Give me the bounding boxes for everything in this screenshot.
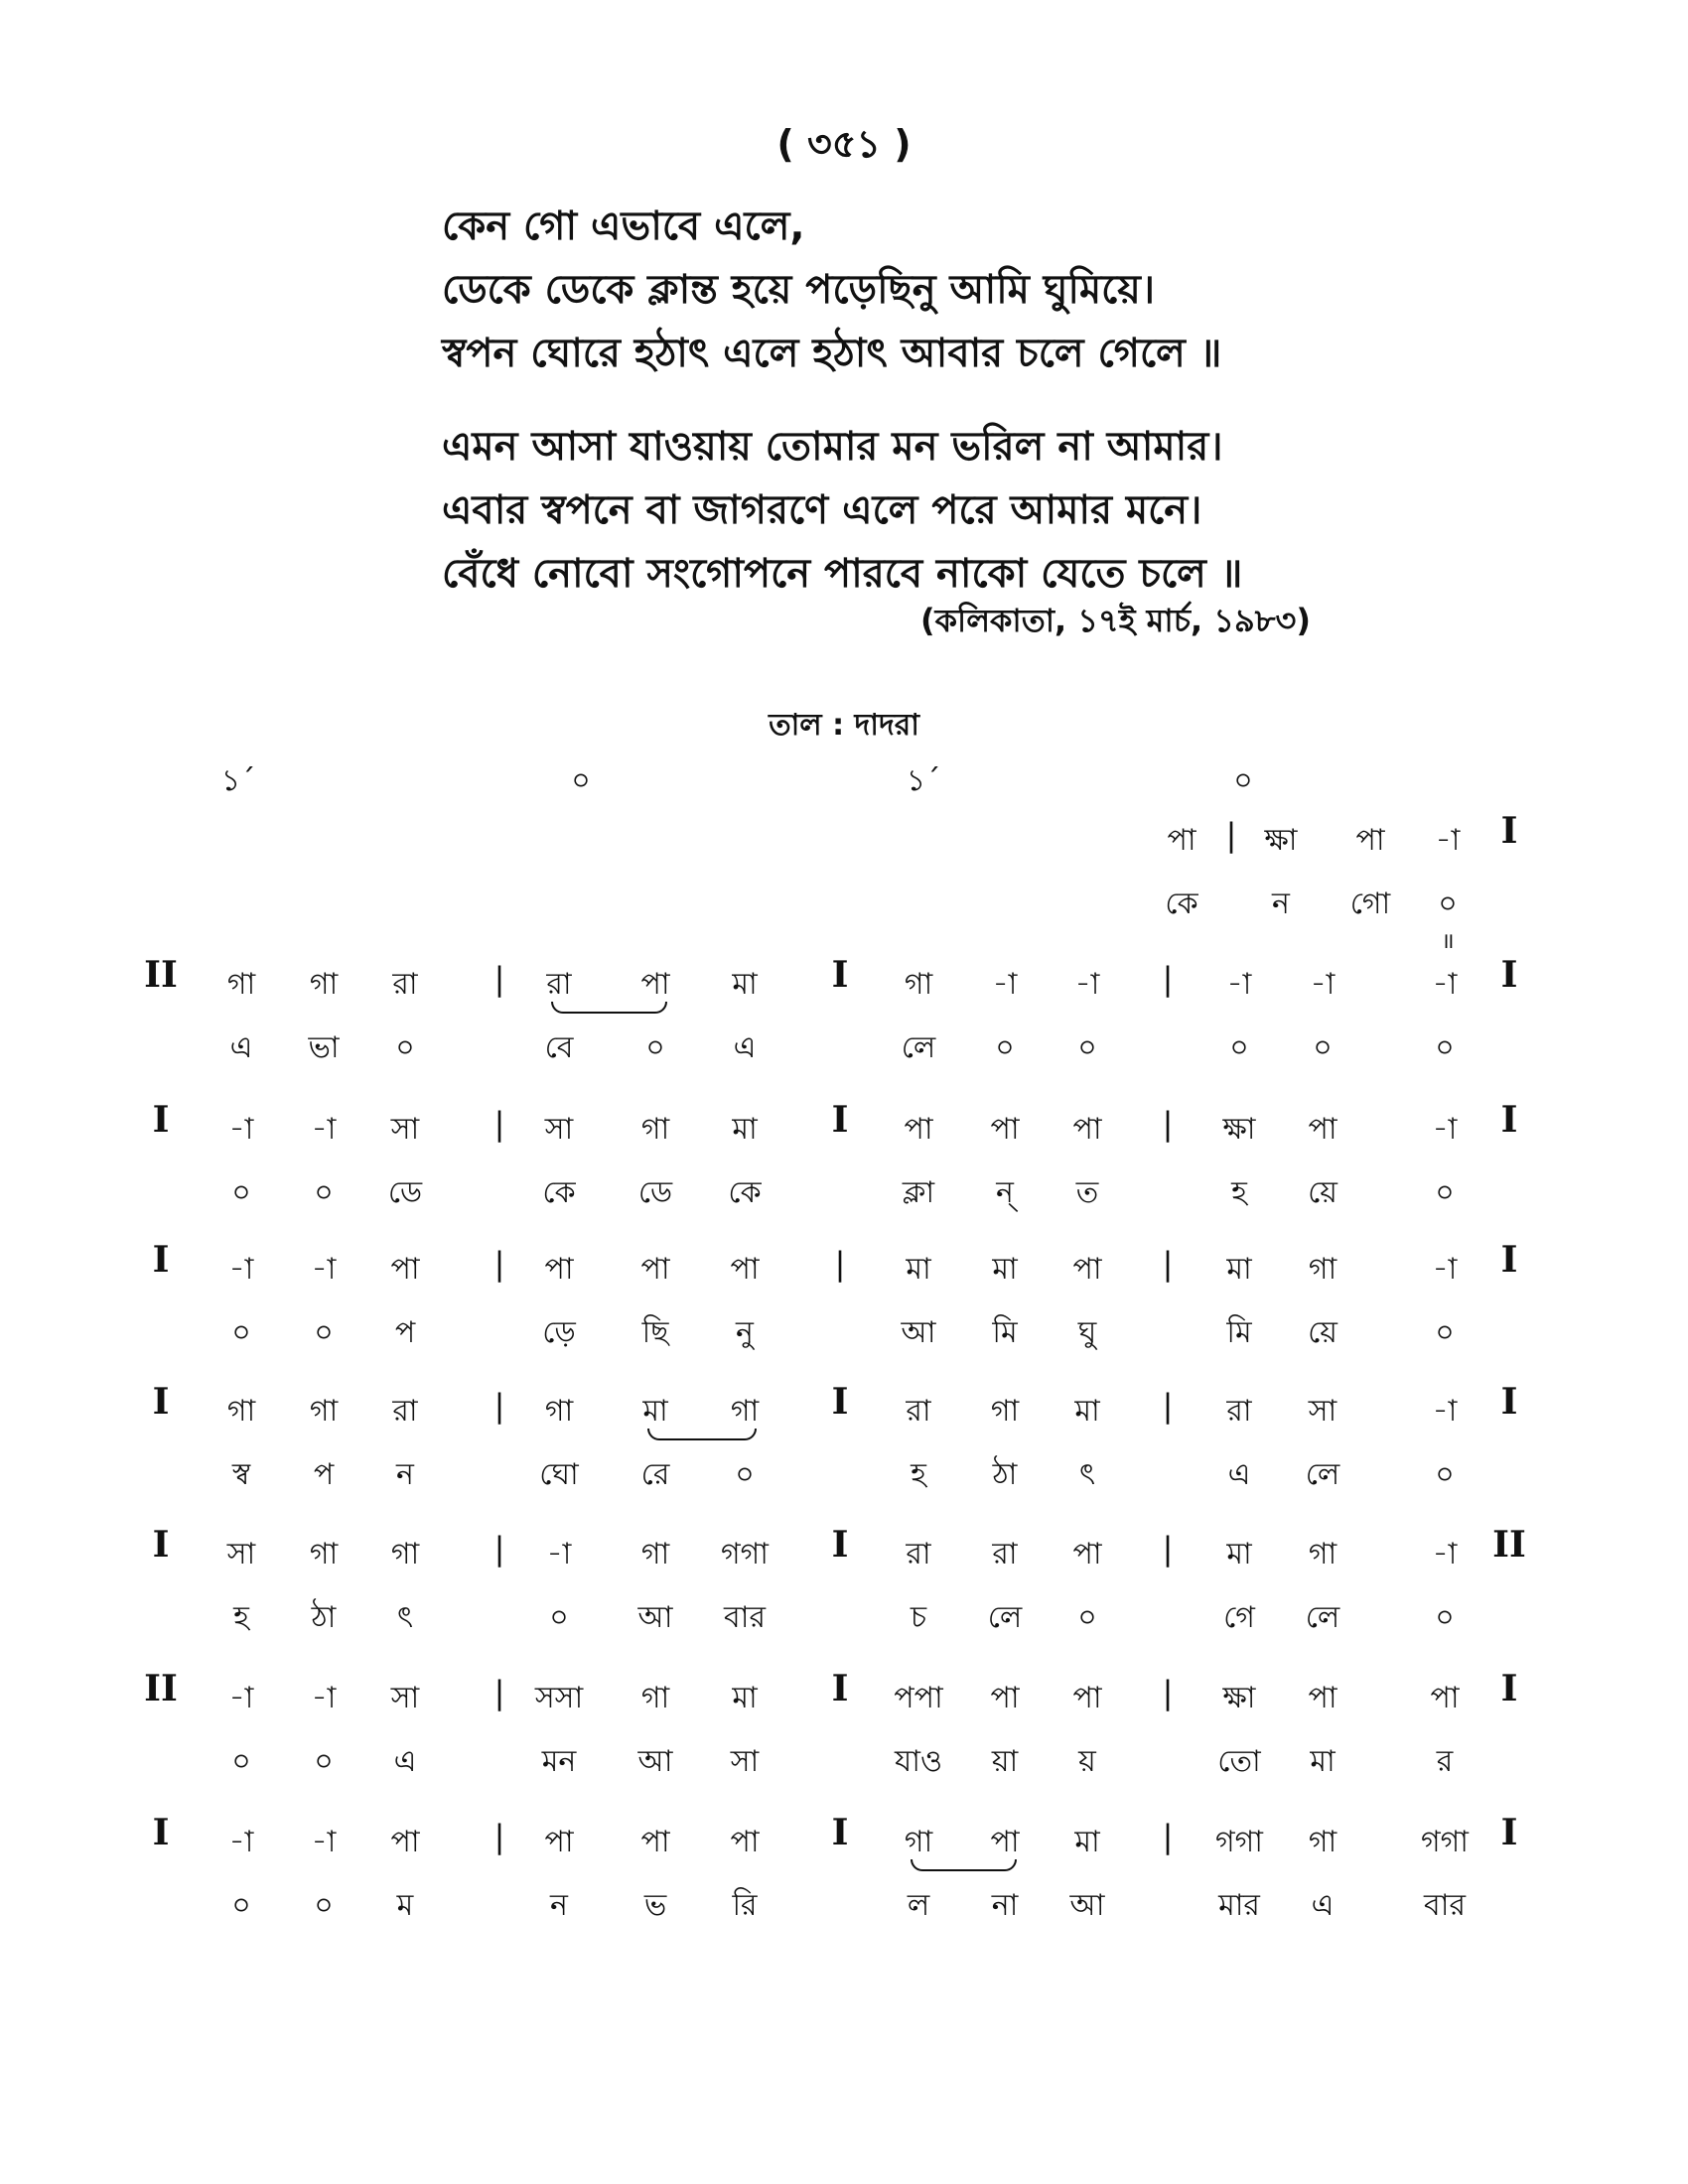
swara-note: গা (640, 1112, 670, 1147)
swara-note: রা (1226, 1394, 1252, 1429)
beat-divider: | (1162, 1245, 1174, 1283)
bani-syllable: চ (910, 1600, 927, 1635)
swara-note: সা (390, 1681, 420, 1715)
row-start-bar: I (152, 1524, 170, 1566)
swara-note: -া (992, 967, 1018, 1002)
bani-syllable: ০ (314, 1315, 334, 1350)
bani-syllable: ত (1075, 1175, 1099, 1210)
bani-syllable: ঘু (1077, 1315, 1097, 1350)
swara-note: পা (1308, 1681, 1337, 1715)
bani-syllable: মন (541, 1744, 577, 1779)
swara-note: সা (544, 1112, 574, 1147)
tala-title: তাল : দাদরা (769, 708, 919, 743)
swara-note: -া (546, 1537, 572, 1571)
beat-divider: | (493, 1530, 505, 1568)
beat-divider: | (493, 960, 505, 998)
swara-note: পা (640, 1252, 670, 1287)
swara-note: মা (1074, 1394, 1100, 1429)
beat-marker: ০ (1233, 763, 1253, 798)
lyric-line: কেন গো এভাবে এলে, (442, 204, 805, 249)
bani-syllable: ভ (643, 1888, 667, 1923)
row-end-bar: I (1500, 1099, 1518, 1141)
swara-note: -া (1432, 1537, 1458, 1571)
bani-syllable: ০ (1435, 1030, 1455, 1065)
swara-note: -া (1226, 967, 1252, 1002)
bar-line: I (1500, 810, 1518, 852)
bani-syllable: এ (393, 1744, 417, 1779)
bani-syllable: ডে (387, 1175, 423, 1210)
bani-syllable: ন্ (996, 1175, 1014, 1210)
bani-syllable: ন (1272, 887, 1290, 921)
swara-note: রা (992, 1537, 1018, 1571)
bar-line: I (831, 954, 849, 996)
bani-syllable: গো (1349, 887, 1391, 921)
swara-note: গা (390, 1537, 420, 1571)
beat-divider: | (493, 1105, 505, 1143)
bani-syllable: লে (1305, 1457, 1340, 1492)
bani-syllable: বার (724, 1600, 766, 1635)
notation-row (0, 1099, 1688, 1210)
notation-row (0, 1381, 1688, 1492)
swara-note: মা (1226, 1537, 1252, 1571)
swara-note: -া (1074, 967, 1100, 1002)
bani-syllable: ল (907, 1888, 930, 1923)
bani-syllable: ০ (735, 1457, 755, 1492)
bani-syllable: মি (992, 1315, 1018, 1350)
swara-note: মা (906, 1252, 931, 1287)
swara-note: গা (990, 1394, 1020, 1429)
beat-divider: | (1162, 960, 1174, 998)
bani-syllable: নু (736, 1315, 754, 1350)
swara-note: পা (1072, 1112, 1102, 1147)
swara-note: পা (990, 1681, 1020, 1715)
swara-note: -া (311, 1825, 337, 1859)
swara-note: গা (640, 1681, 670, 1715)
bani-syllable: ০ (314, 1175, 334, 1210)
bani-syllable: রে (640, 1457, 670, 1492)
swara-note: ক্ষা (1222, 1112, 1256, 1147)
swara-note: পা (544, 1252, 574, 1287)
bani-syllable: ভা (308, 1030, 340, 1065)
row-end-bar: I (1500, 1381, 1518, 1423)
lyrics (442, 195, 1633, 635)
beat-divider: | (1162, 1387, 1174, 1425)
row-end-bar: I (1500, 1239, 1518, 1281)
bani-syllable: ০ (1077, 1030, 1097, 1065)
bani-syllable: এ (733, 1030, 757, 1065)
bani-syllable: বে (544, 1030, 574, 1065)
beat-divider: | (493, 1818, 505, 1855)
swara-note: পা (990, 1112, 1020, 1147)
bar-line: I (831, 1524, 849, 1566)
swara-note: পা (730, 1252, 760, 1287)
swara-note: গা (309, 967, 339, 1002)
swara-note: গা (904, 1825, 933, 1859)
swara-note: রা (906, 1394, 931, 1429)
bani-syllable: কে (1165, 887, 1198, 921)
bani-syllable: হ (233, 1600, 249, 1635)
bani-syllable: ডে (637, 1175, 673, 1210)
bani-syllable: ০ (1435, 1600, 1455, 1635)
place-date: (কলিকাতা, ১৭ই মার্চ, ১৯৮৩) (920, 602, 1311, 639)
bani-syllable: এ (1227, 1457, 1251, 1492)
lyric-line: এমন আসা যাওয়ায় তোমার মন ভরিল না আমার। (442, 424, 1223, 470)
bani-syllable: রি (732, 1888, 758, 1923)
swara-note: ক্ষা (1222, 1681, 1256, 1715)
bani-syllable: ন (396, 1457, 414, 1492)
bani-syllable: না (991, 1888, 1019, 1923)
bani-syllable: মার (1218, 1888, 1260, 1923)
swara-note: পপা (894, 1681, 943, 1715)
beat-divider: | (1162, 1530, 1174, 1568)
swara-note: গগা (1420, 1825, 1470, 1859)
bani-syllable: ঠা (992, 1457, 1018, 1492)
swara-note: পা (1167, 823, 1196, 858)
bani-syllable: আ (637, 1600, 673, 1635)
bani-syllable: মি (1226, 1315, 1252, 1350)
bani-syllable: ন (550, 1888, 568, 1923)
bani-syllable: আ (1069, 1888, 1105, 1923)
swara-note: মা (992, 1252, 1018, 1287)
lyric-line: বেঁধে নোবো সংগোপনে পারবে নাকো যেতে চলে ॥ (442, 551, 1243, 597)
beat-divider: | (493, 1245, 505, 1283)
bani-syllable: ০ (231, 1175, 251, 1210)
bani-syllable: ০ (1435, 1457, 1455, 1492)
bani-syllable: আ (901, 1315, 936, 1350)
row-start-bar: II (144, 1668, 178, 1709)
bani-syllable: এ (1311, 1888, 1335, 1923)
row-start-bar: I (152, 1099, 170, 1141)
swara-note: পা (990, 1825, 1020, 1859)
lyrics-stanza-1 (442, 195, 1633, 385)
beat-marker: ১´ (906, 763, 941, 798)
swara-note: -া (311, 1681, 337, 1715)
slur-mark (911, 1859, 1017, 1871)
notation-row (0, 1668, 1688, 1779)
swara-note: গা (1308, 1252, 1337, 1287)
notation-row (0, 1239, 1688, 1350)
swara-note: গা (1308, 1825, 1337, 1859)
swara-note: পা (640, 967, 670, 1002)
bani-syllable: লে (901, 1030, 936, 1065)
swara-note: পা (1355, 823, 1385, 858)
bani-syllable: কে (542, 1175, 576, 1210)
swara-note: -া (311, 1252, 337, 1287)
beat-divider: | (1225, 816, 1237, 854)
row-start-bar: I (152, 1381, 170, 1423)
swara-note: মা (1074, 1825, 1100, 1859)
bani-syllable: প (394, 1315, 416, 1350)
lyric-line: ডেকে ডেকে ক্লান্ত হয়ে পড়েছিনু আমি ঘুমিয়ে। (442, 267, 1156, 313)
bani-syllable: ০ (314, 1888, 334, 1923)
bani-syllable: লে (987, 1600, 1023, 1635)
bani-syllable: ড়ে (542, 1315, 576, 1350)
bani-syllable: ০ (1438, 887, 1458, 921)
bani-syllable: তো (1217, 1744, 1261, 1779)
bani-syllable: ঘো (539, 1457, 579, 1492)
swara-note: পা (1072, 1537, 1102, 1571)
beat-marker: ০ (571, 763, 591, 798)
beat-divider: | (1162, 1818, 1174, 1855)
slur-mark (551, 1002, 667, 1014)
swara-note: পা (544, 1825, 574, 1859)
swara-note: ক্ষা (1264, 823, 1298, 858)
bar-line: I (831, 1381, 849, 1423)
beat-divider: | (493, 1674, 505, 1711)
bar-line: I (831, 1099, 849, 1141)
swara-note: গা (226, 967, 256, 1002)
page-number: ( ৩৫১ ) (776, 122, 912, 166)
lyric-line: এবার স্বপনে বা জাগরণে এলে পরে আমার মনে। (442, 487, 1202, 533)
swara-note: -া (311, 1112, 337, 1147)
row-start-bar: II (144, 954, 178, 996)
bani-syllable: ক্লা (902, 1175, 935, 1210)
swara-note: মা (732, 967, 758, 1002)
swara-note: মা (732, 1112, 758, 1147)
bani-syllable: মা (1310, 1744, 1336, 1779)
swara-note: -া (228, 1681, 254, 1715)
swara-note: পা (730, 1825, 760, 1859)
lyric-line: স্বপন ঘোরে হঠাৎ এলে হঠাৎ আবার চলে গেলে ॥ (442, 331, 1222, 376)
bani-syllable: ৎ (396, 1600, 414, 1635)
notation-row (0, 954, 1688, 1065)
bar-line: I (831, 1668, 849, 1709)
bani-syllable: ০ (645, 1030, 665, 1065)
swara-note: গা (640, 1537, 670, 1571)
swara-note: -া (228, 1252, 254, 1287)
swara-note: গা (904, 967, 933, 1002)
swara-note: -া (1432, 1252, 1458, 1287)
notation-row (0, 1524, 1688, 1635)
beat-divider: | (493, 1387, 505, 1425)
swara-note: সা (390, 1112, 420, 1147)
slur-mark (647, 1429, 757, 1440)
swara-note: রা (392, 967, 418, 1002)
bani-syllable: হ (911, 1457, 926, 1492)
swara-note: -া (1310, 967, 1336, 1002)
swara-note: গা (544, 1394, 574, 1429)
bani-syllable: ০ (1229, 1030, 1249, 1065)
swara-note: গা (226, 1394, 256, 1429)
bani-syllable: ০ (395, 1030, 415, 1065)
swara-note: -া (228, 1825, 254, 1859)
row-start-bar: I (152, 1239, 170, 1281)
row-end-bar: I (1500, 1668, 1518, 1709)
lyrics-stanza-2 (442, 415, 1633, 606)
swara-note: -া (1432, 1394, 1458, 1429)
bani-syllable: ম (396, 1888, 414, 1923)
bani-syllable: ০ (1435, 1175, 1455, 1210)
swara-note: গা (1308, 1537, 1337, 1571)
beat-divider: | (1162, 1105, 1174, 1143)
swara-note: রা (392, 1394, 418, 1429)
bani-syllable: ০ (1313, 1030, 1333, 1065)
bani-syllable: গে (1223, 1600, 1255, 1635)
swara-note: পা (390, 1252, 420, 1287)
bani-syllable: হ (1231, 1175, 1247, 1210)
swara-note: গা (730, 1394, 760, 1429)
swara-note: রা (546, 967, 572, 1002)
bani-syllable: যাও (894, 1744, 943, 1779)
bani-syllable: ০ (995, 1030, 1015, 1065)
swara-note: সা (226, 1537, 256, 1571)
swara-note: -া (1435, 823, 1461, 858)
swara-note: -া (228, 1112, 254, 1147)
bani-syllable: বার (1424, 1888, 1466, 1923)
swara-note: -া (1432, 1112, 1458, 1147)
swara-note: রা (906, 1537, 931, 1571)
beat-divider: | (1162, 1674, 1174, 1711)
swara-note: পা (640, 1825, 670, 1859)
bani-syllable: ০ (1077, 1600, 1097, 1635)
notation-pickup (0, 810, 1688, 954)
bar-line: I (831, 1812, 849, 1853)
swara-note: গা (309, 1537, 339, 1571)
bani-syllable: আ (637, 1744, 673, 1779)
bani-syllable: ০ (231, 1744, 251, 1779)
row-start-bar: I (152, 1812, 170, 1853)
bani-syllable: স্ব (231, 1457, 251, 1492)
bani-syllable: লে (1305, 1600, 1340, 1635)
notation-row (0, 1812, 1688, 1923)
swara-note: পা (1430, 1681, 1460, 1715)
swara-note: গগা (1214, 1825, 1264, 1859)
row-end-bar: I (1500, 954, 1518, 996)
swara-note: মা (642, 1394, 668, 1429)
bani-syllable: ছি (641, 1315, 669, 1350)
bani-syllable: কে (728, 1175, 762, 1210)
beat-marker-row (0, 756, 1688, 816)
bani-syllable: প (313, 1457, 335, 1492)
row-end-bar: I (1500, 1812, 1518, 1853)
bani-syllable: ০ (231, 1888, 251, 1923)
bani-syllable: য় (1078, 1744, 1096, 1779)
bar-line: | (834, 1245, 846, 1283)
bani-syllable: ঠা (311, 1600, 337, 1635)
swara-note: মা (1226, 1252, 1252, 1287)
bani-syllable: ০ (231, 1315, 251, 1350)
swara-note: পা (1072, 1252, 1102, 1287)
bani-syllable: সা (730, 1744, 760, 1779)
double-bar-mark: ॥ (1441, 929, 1455, 954)
bani-syllable: ৎ (1078, 1457, 1096, 1492)
swara-note: পা (1308, 1112, 1337, 1147)
bani-syllable: ০ (314, 1744, 334, 1779)
swara-note: পা (1072, 1681, 1102, 1715)
swara-note: -া (1432, 967, 1458, 1002)
swara-note: গগা (720, 1537, 770, 1571)
beat-marker: ১´ (220, 763, 256, 798)
bani-syllable: এ (229, 1030, 253, 1065)
bani-syllable: য়ে (1308, 1175, 1337, 1210)
bani-syllable: য়ে (1308, 1315, 1337, 1350)
bani-syllable: য়া (991, 1744, 1019, 1779)
bani-syllable: ০ (1435, 1315, 1455, 1350)
swara-note: সসা (534, 1681, 584, 1715)
bani-syllable: ০ (549, 1600, 569, 1635)
row-end-bar: II (1492, 1524, 1526, 1566)
swara-note: সা (1308, 1394, 1337, 1429)
swara-note: পা (904, 1112, 933, 1147)
bani-syllable: র (1436, 1744, 1454, 1779)
swara-note: মা (732, 1681, 758, 1715)
swara-note: গা (309, 1394, 339, 1429)
swara-note: পা (390, 1825, 420, 1859)
